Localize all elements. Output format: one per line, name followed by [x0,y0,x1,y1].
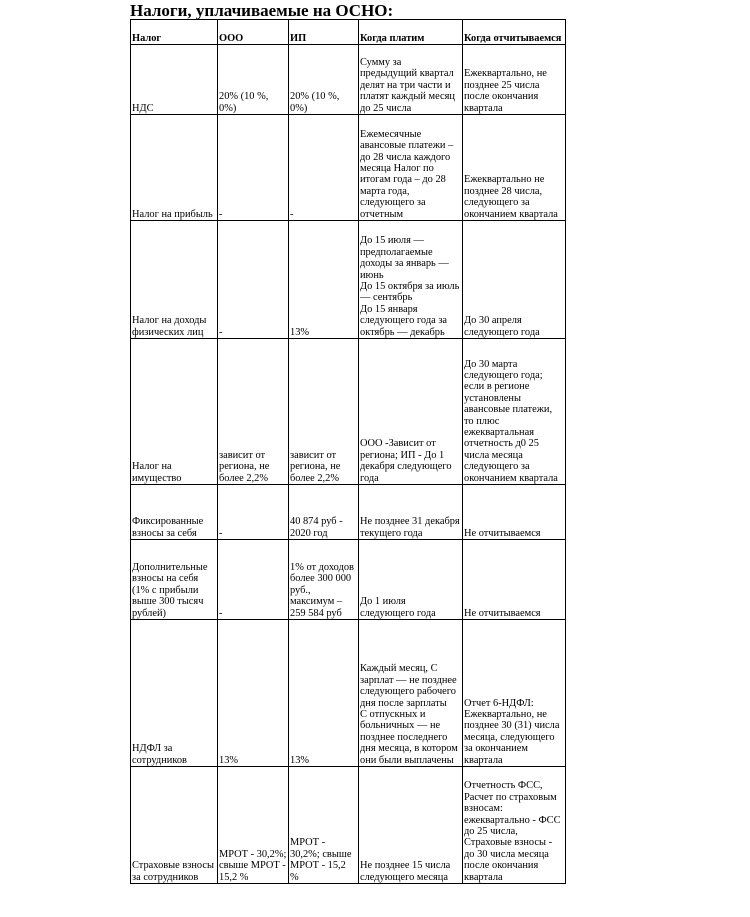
cell-ooo: - [218,485,289,540]
header-tax: Налог [131,20,218,45]
cell-ip: МРОТ - 30,2%; свыше МРОТ - 15,2 % [289,767,359,884]
header-when-pay: Когда платим [359,20,463,45]
cell-ooo: - [218,540,289,620]
table-row-employee-income-tax [131,620,566,767]
cell-when-pay: До 1 июля следующего года [359,540,463,620]
cell-tax: Налог на доходы физических лиц [131,221,218,339]
header-ooo: ООО [218,20,289,45]
header-when-report: Когда отчитываемся [463,20,566,45]
table-row-profit-tax [131,115,566,221]
cell-when-pay: Каждый месяц, С зарплат — не позднее следующего рабочего дня после зарплаты С отпускных и больничных — не позднее последнего дня месяца, в котором они были выплачены [359,620,463,767]
cell-when-pay: Сумму за предыдущий квартал делят на три части и платят каждый месяц до 25 числа [359,45,463,115]
cell-tax: НДФЛ за сотрудников [131,620,218,767]
cell-ip: зависит от региона, не более 2,2% [289,339,359,485]
cell-ip: 40 874 руб - 2020 год [289,485,359,540]
cell-when-report: Ежеквартально, не позднее 25 числа после окончания квартала [463,45,566,115]
cell-when-pay: ООО -Зависит от региона; ИП - До 1 декабря следующего года [359,339,463,485]
cell-when-report: Не отчитываемся [463,485,566,540]
header-ip: ИП [289,20,359,45]
cell-ip: 13% [289,620,359,767]
cell-when-report: Отчет 6-НДФЛ: Ежеквартально, не позднее 30 (31) числа месяца, следующего за окончанием квартала [463,620,566,767]
table-row-employee-insurance [131,767,566,884]
table-row-vat [131,45,566,115]
cell-when-report: Ежеквартально не позднее 28 числа, следующего за окончанием квартала [463,115,566,221]
cell-tax: НДС [131,45,218,115]
cell-ooo: - [218,221,289,339]
cell-tax: Страховые взносы за сотрудников [131,767,218,884]
cell-when-report: До 30 апреля следующего года [463,221,566,339]
table-row-property-tax [131,339,566,485]
cell-when-pay: Не позднее 15 числа следующего месяца [359,767,463,884]
cell-when-report: Не отчитываемся [463,540,566,620]
cell-ooo: 20% (10 %, 0%) [218,45,289,115]
cell-tax: Фиксированные взносы за себя [131,485,218,540]
cell-tax: Налог на имущество [131,339,218,485]
cell-when-pay: До 15 июля — предполагаемые доходы за январь — июнь До 15 октября за июль — сентябрь До 15 января следующего года за октябрь — декабрь [359,221,463,339]
cell-tax: Налог на прибыль [131,115,218,221]
table-row-fixed-contributions [131,485,566,540]
cell-ooo: - [218,115,289,221]
document-page [130,2,565,884]
table-row-personal-income-tax [131,221,566,339]
taxes-table [130,19,566,884]
cell-ooo: зависит от региона, не более 2,2% [218,339,289,485]
cell-when-report: Отчетность ФСС, Расчет по страховым взносам: ежеквартально - ФСС до 25 числа, Страховые взносы - до 30 числа месяца после окончания квартала [463,767,566,884]
cell-ip: - [289,115,359,221]
cell-ip: 1% от доходов более 300 000 руб., максимум – 259 584 руб [289,540,359,620]
table-row-additional-contributions [131,540,566,620]
cell-ooo: 13% [218,620,289,767]
table-header-row [131,20,566,45]
document-title: Налоги, уплачиваемые на ОСНО: [130,1,394,20]
cell-when-pay: Ежемесячные авансовые платежи – до 28 числа каждого месяца Налог по итогам года – до 28 марта года, следующего за отчетным [359,115,463,221]
cell-tax: Дополнительные взносы на себя (1% с прибыли выше 300 тысяч рублей) [131,540,218,620]
cell-when-report: До 30 марта следующего года; если в регионе установлены авансовые платежи, то плюс ежеквартальная отчетность д0 25 числа месяца следующего за окончанием квартала [463,339,566,485]
cell-ooo: МРОТ - 30,2%; свыше МРОТ - 15,2 % [218,767,289,884]
cell-when-pay: Не позднее 31 декабря текущего года [359,485,463,540]
cell-ip: 13% [289,221,359,339]
cell-ip: 20% (10 %, 0%) [289,45,359,115]
